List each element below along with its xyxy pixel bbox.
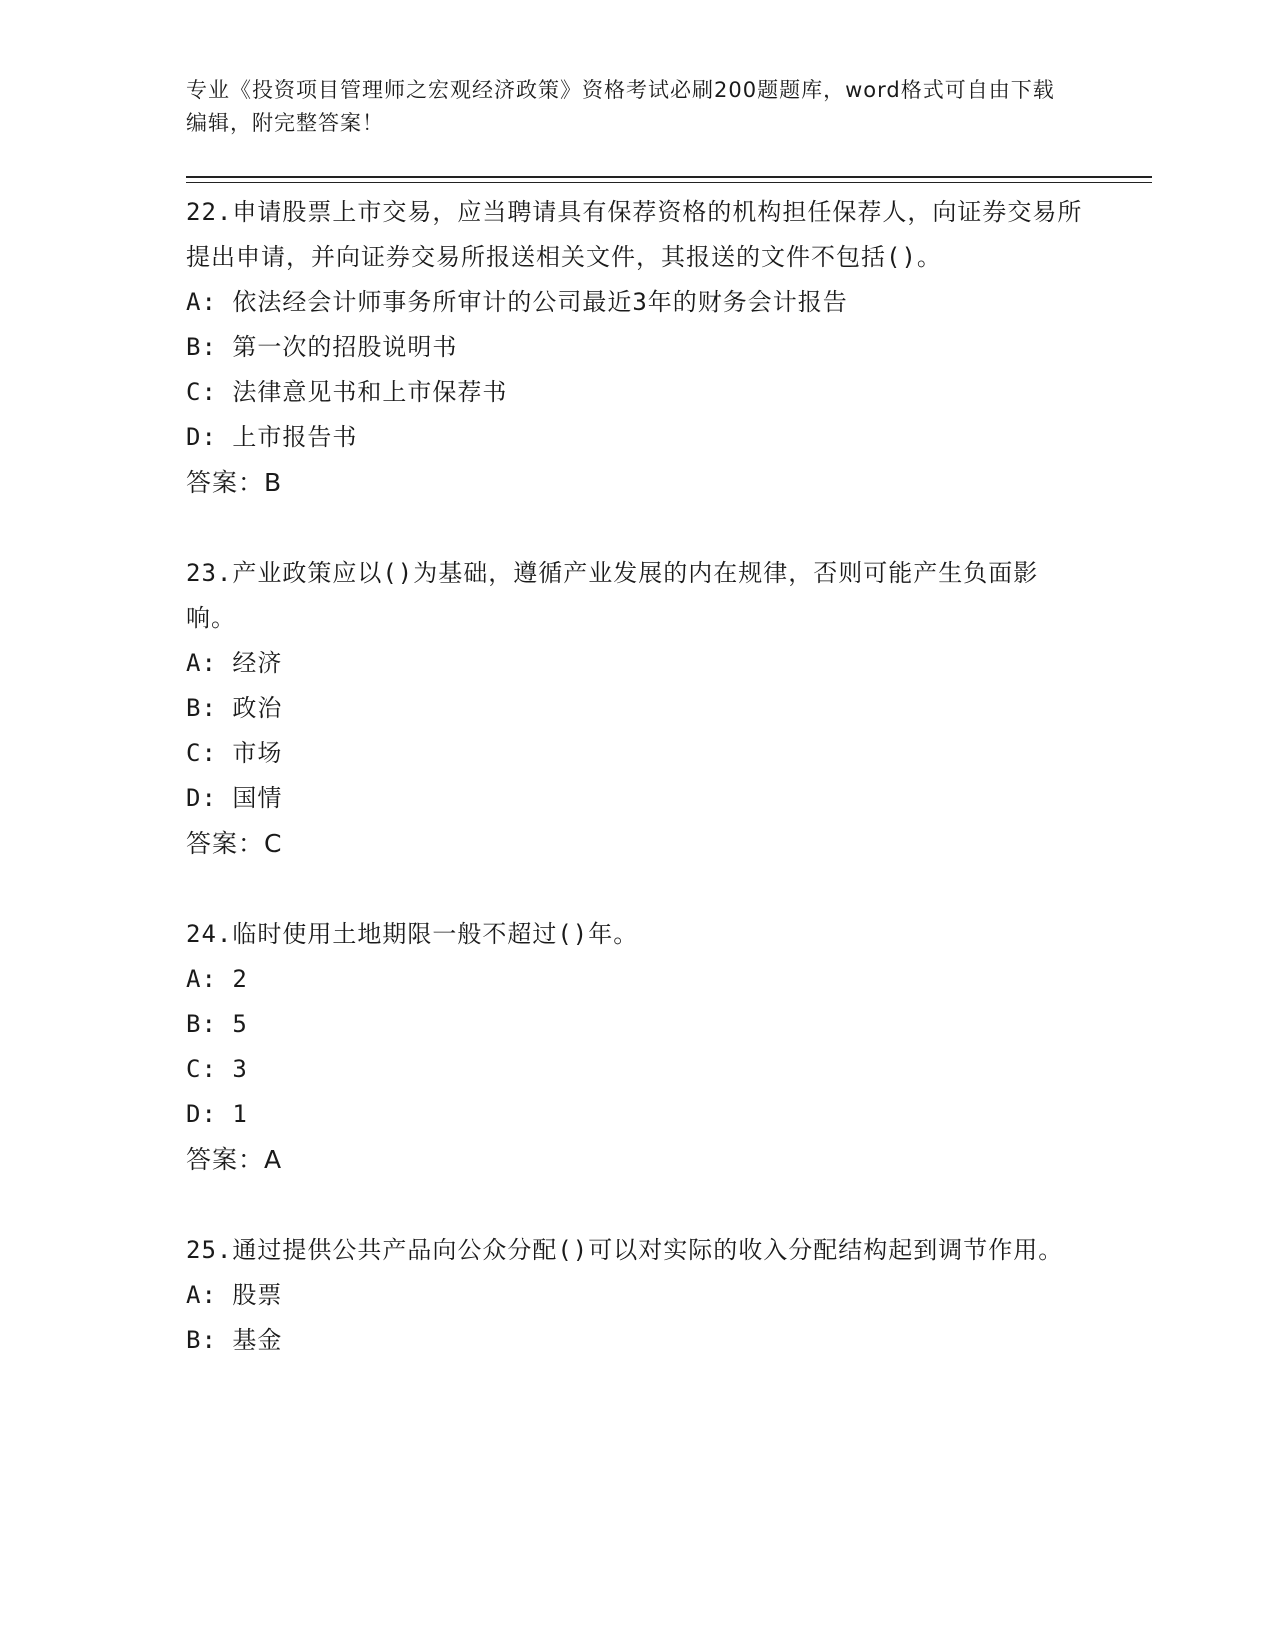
question-stem: 24.临时使用土地期限一般不超过()年。 [186,920,639,948]
option-d: D: 国情 [186,784,283,812]
option-b: B: 政治 [186,694,283,722]
option-b: B: 第一次的招股说明书 [186,333,458,361]
question-25 [186,1228,1086,1363]
header-rule-thick [186,176,1152,178]
option-b: B: 5 [186,1010,248,1038]
answer: 答案：C [186,829,283,858]
header-rule-thin [186,182,1152,183]
option-c: C: 市场 [186,739,283,767]
option-a: A: 2 [186,965,248,993]
question-stem: 25.通过提供公共产品向公众分配()可以对实际的收入分配结构起到调节作用。 [186,1236,1064,1264]
question-stem: 22.申请股票上市交易，应当聘请具有保荐资格的机构担任保荐人，向证券交易所提出申请，并向证券交易所报送相关文件，其报送的文件不包括()。 [186,198,1083,271]
answer: 答案：B [186,468,283,497]
option-a: A: 依法经会计师事务所审计的公司最近3年的财务会计报告 [186,288,848,316]
page-header: 专业《投资项目管理师之宏观经济政策》资格考试必刷200题题库，word格式可自由下载编辑，附完整答案！ [186,78,1055,135]
question-23 [186,551,1086,866]
option-c: C: 3 [186,1055,248,1083]
option-a: A: 经济 [186,649,283,677]
option-d: D: 1 [186,1100,248,1128]
question-stem: 23.产业政策应以()为基础，遵循产业发展的内在规律，否则可能产生负面影响。 [186,559,1039,632]
option-c: C: 法律意见书和上市保荐书 [186,378,508,406]
question-22 [186,190,1086,505]
answer: 答案：A [186,1145,283,1174]
option-b: B: 基金 [186,1326,283,1354]
question-24 [186,912,1086,1182]
option-a: A: 股票 [186,1281,283,1309]
question-list [186,190,1086,1409]
option-d: D: 上市报告书 [186,423,358,451]
